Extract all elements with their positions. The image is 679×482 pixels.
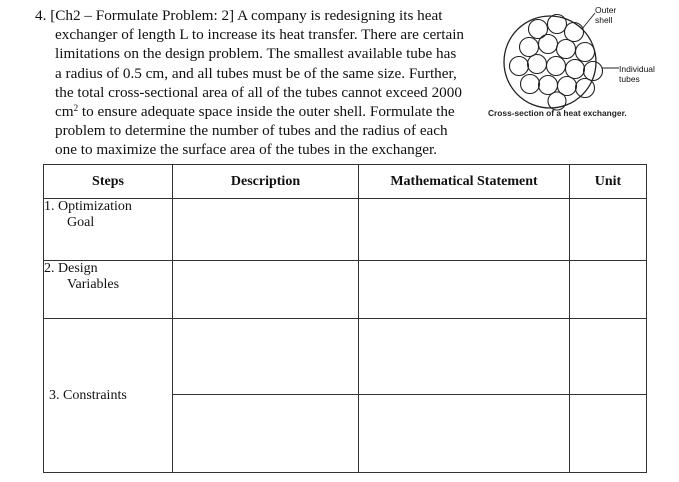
header-unit: Unit (570, 165, 647, 199)
tube (539, 35, 558, 54)
unit-cell[interactable] (570, 261, 647, 319)
tube (521, 75, 540, 94)
table-row (44, 199, 647, 261)
heat-exchanger-figure (484, 2, 674, 124)
tube (565, 23, 584, 42)
description-cell[interactable] (173, 395, 359, 473)
table-row (44, 261, 647, 319)
step-line-2: Goal (67, 215, 95, 230)
problem-line: problem to determine the number of tubes and the radius of each (55, 122, 448, 140)
unit-cell[interactable] (570, 395, 647, 473)
tube (510, 57, 529, 76)
problem-line: the total cross-sectional area of all of the tubes cannot exceed 2000 (55, 83, 462, 101)
tube (576, 43, 595, 62)
tubes-label-line: tubes (619, 74, 640, 84)
description-cell[interactable] (173, 319, 359, 395)
description-cell[interactable] (173, 199, 359, 261)
step-cell-spacer (44, 319, 173, 395)
tube (528, 55, 547, 74)
step-cell (44, 261, 173, 319)
unit-cm: cm (55, 103, 74, 121)
step-label: Design (58, 261, 98, 276)
step-number: 3. (49, 387, 60, 403)
tube-group (510, 15, 603, 111)
problem-line: a radius of 0.5 cm, and all tubes must be of the same size. Further, (55, 64, 457, 82)
header-description: Description (173, 165, 359, 199)
outer-shell-label (595, 5, 616, 25)
table-header-row (44, 165, 647, 199)
problem-line (35, 102, 475, 121)
problem-line: limitations on the design problem. The smallest available tube has (55, 45, 457, 63)
math-statement-cell[interactable] (359, 199, 570, 261)
problem-line: 4. [Ch2 – Formulate Problem: 2] A company is redesigning its heat (35, 7, 443, 24)
problem-line: one to maximize the surface area of the tubes in the exchanger. (55, 141, 438, 159)
tube (547, 57, 566, 76)
tube (576, 79, 595, 98)
tubes-label (619, 64, 655, 84)
math-statement-cell[interactable] (359, 319, 570, 395)
tube (566, 60, 585, 79)
unit-exponent: 2 (73, 103, 79, 114)
step-line-2: Variables (67, 277, 120, 292)
description-cell[interactable] (173, 261, 359, 319)
step-number: 1. (44, 199, 55, 214)
tube (557, 40, 576, 59)
unit-cell[interactable] (570, 199, 647, 261)
tube (548, 15, 567, 34)
figure-caption: Cross-section of a heat exchanger. (488, 108, 627, 118)
problem-line: exchanger of length L to increase its heat transfer. There are certain (55, 26, 465, 44)
step-line (44, 199, 172, 215)
outer-shell-label-line: shell (595, 15, 613, 25)
header-mathematical-statement: Mathematical Statement (359, 165, 570, 199)
unit-cell[interactable] (570, 319, 647, 395)
step-number: 2. (44, 261, 55, 276)
table-row (44, 319, 647, 395)
math-statement-cell[interactable] (359, 395, 570, 473)
math-statement-cell[interactable] (359, 261, 570, 319)
outer-shell-label-line: Outer (595, 5, 617, 15)
step-label: Constraints (63, 387, 127, 403)
step-cell (44, 199, 173, 261)
formulation-table (43, 164, 647, 473)
step-cell (44, 387, 173, 473)
tubes-label-line: Individual (619, 64, 655, 74)
tube (520, 38, 539, 57)
header-steps: Steps (44, 165, 173, 199)
outer-shell-leader (582, 13, 595, 29)
tube (539, 76, 558, 95)
step-line (44, 261, 172, 277)
heat-exchanger-diagram (484, 2, 674, 124)
problem-line-rest: to ensure adequate space inside the outer shell. Formulate the (78, 103, 455, 121)
step-label: Optimization (58, 199, 132, 214)
step-line (49, 388, 127, 404)
problem-statement (35, 6, 475, 160)
table-row (44, 395, 647, 473)
